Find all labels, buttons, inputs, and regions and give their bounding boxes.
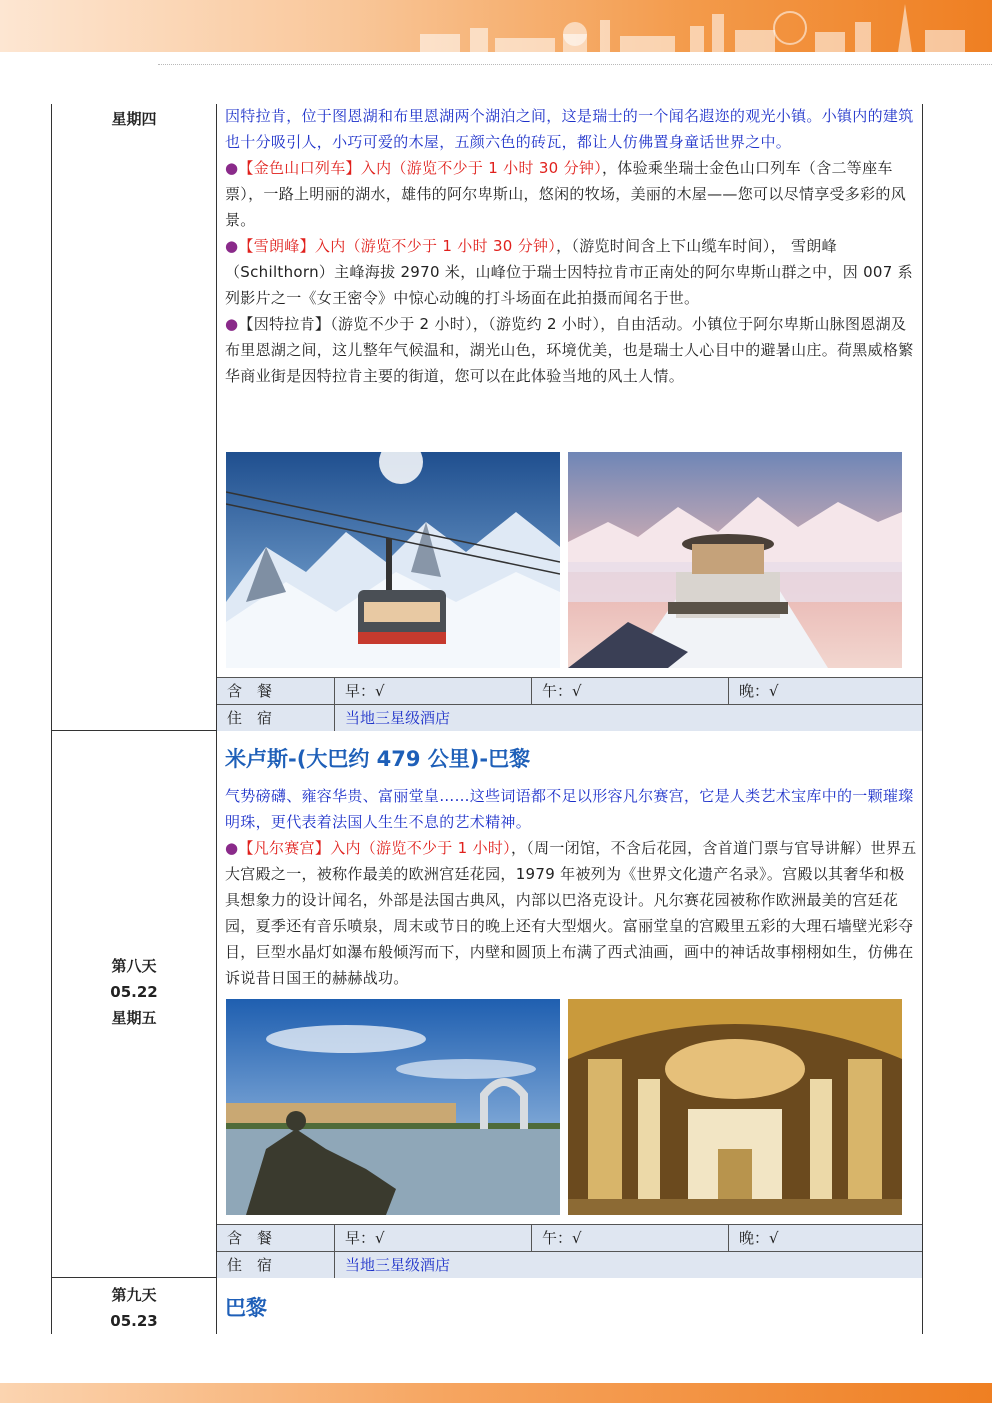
bullet-icon: ● [225,315,239,333]
activity-versailles [225,835,919,991]
route-heading: 巴黎 [225,1296,267,1320]
date-cell [52,104,217,730]
intro-text: 因特拉肯，位于图恩湖和布里恩湖两个湖泊之间，这是瑞士的一个闻名遐迩的观光小镇。小镇内的建筑也十分吸引人，小巧可爱的木屋，五颜六色的砖瓦，都让人仿佛置身童话世界之中。 [225,107,914,151]
meals-label: 含 餐 [217,678,335,704]
weekday-label: 星期四 [111,110,157,128]
intro-text: 气势磅礴、雍容华贵、富丽堂皇……这些词语都不足以形容凡尔赛宫，它是人类艺术宝库中的一颗璀璨明珠，更代表着法国人生生不息的艺术精神。 [225,787,914,831]
hotel-row [217,1252,922,1278]
lunch-cell: 午：√ [532,678,729,704]
activity-description: ，体验乘坐瑞士金色山口列车（含二等座车票），一路上明丽的湖水，雄伟的阿尔卑斯山，悠闲的牧场，美丽的木屋——您可以尽情享受多彩的风景。 [225,159,907,229]
activity-title: 【凡尔赛宫】入内（游览不少于 1 小时） [238,839,511,857]
weekday-label: 星期五 [111,1009,157,1027]
header-banner [0,0,992,52]
dinner-cell: 晚：√ [739,1229,779,1247]
day-date: 05.22 [110,983,158,1001]
meals-hotel-table [217,677,922,730]
activity-title: 【雪朗峰】入内（游览不少于 1 小时 30 分钟） [238,237,557,255]
activity-interlaken [225,311,919,389]
day-row-thursday [52,104,922,731]
date-cell [52,1278,217,1334]
photo-row [226,999,902,1215]
day-number: 第八天 [111,957,157,975]
day-content [225,103,919,389]
activity-schilthorn [225,233,919,311]
route-heading: 米卢斯-(大巴约 479 公里)-巴黎 [225,747,531,771]
versailles-garden-photo [226,999,560,1215]
breakfast-cell: 早：√ [335,678,532,704]
bullet-icon: ● [225,839,239,857]
activity-description: ，（周一闭馆，不含后花园，含首道门票与官导讲解）世界五大宫殿之一，被称作最美的欧洲宫廷花园，1979 年被列为《世界文化遗产名录》。宫殿以其奢华和极具想象力的设计闻名，外部是法国古典风，内部以巴洛克设计。凡尔赛花园被称作欧洲最美的宫廷花园，夏季还有音乐喷泉，周末或节日的晚上还有大型烟火。富丽堂皇的宫殿里五彩的大理石墙壁光彩夺目，巨型水晶灯如瀑布般倾泻而下，内壁和圆顶上布满了西式油画，画中的神话故事栩栩如生，仿佛在诉说昔日国王的赫赫战功。 [225,839,917,987]
versailles-chapel-photo [568,999,902,1215]
meals-label: 含 餐 [217,1225,335,1251]
meals-hotel-table [217,1224,922,1277]
meals-row [217,1225,922,1252]
day-content [225,1292,919,1322]
day-row-8 [52,731,922,1278]
breakfast-cell: 早：√ [335,1225,532,1251]
meals-row [217,678,922,705]
bullet-icon: ● [225,159,239,177]
activity-title: 【金色山口列车】入内（游览不少于 1 小时 30 分钟） [238,159,602,177]
hotel-label: 住 宿 [217,705,335,731]
dinner-cell: 晚：√ [739,682,779,700]
cable-car-photo [226,452,560,668]
activity-golden-pass [225,155,919,233]
hotel-value: 当地三星级酒店 [345,1256,451,1274]
city-skyline-decoration [0,0,992,52]
day-date: 05.23 [110,1312,158,1330]
footer-bar [0,1383,992,1403]
activity-description: 【因特拉肯】（游览不少于 2 小时），（游览约 2 小时），自由活动。小镇位于阿尔卑斯山脉图恩湖及布里恩湖之间，这儿整年气候温和，湖光山色，环境优美，也是瑞士人心目中的避暑山庄。荷黑威格繁华商业街是因特拉肯主要的街道，您可以在此体验当地的风土人情。 [225,315,914,385]
itinerary-table [51,104,923,1334]
activity-description: ，（游览时间含上下山缆车时间）， 雪朗峰（Schilthorn）主峰海拔 2970 米，山峰位于瑞士因特拉肯市正南处的阿尔卑斯山群之中，因 007 系列影片之一《女王密令》中惊心动魄的打斗场面在此拍摄而闻名于世。 [225,237,913,307]
day-row-9 [52,1278,922,1334]
photo-row [226,452,902,668]
day-number: 第九天 [111,1286,157,1304]
schilthorn-summit-photo [568,452,902,668]
bullet-icon: ● [225,237,239,255]
date-cell [52,731,217,1277]
header-divider [158,64,992,65]
lunch-cell: 午：√ [532,1225,729,1251]
hotel-value: 当地三星级酒店 [345,709,451,727]
hotel-row [217,705,922,731]
hotel-label: 住 宿 [217,1252,335,1278]
day-content [225,743,919,991]
